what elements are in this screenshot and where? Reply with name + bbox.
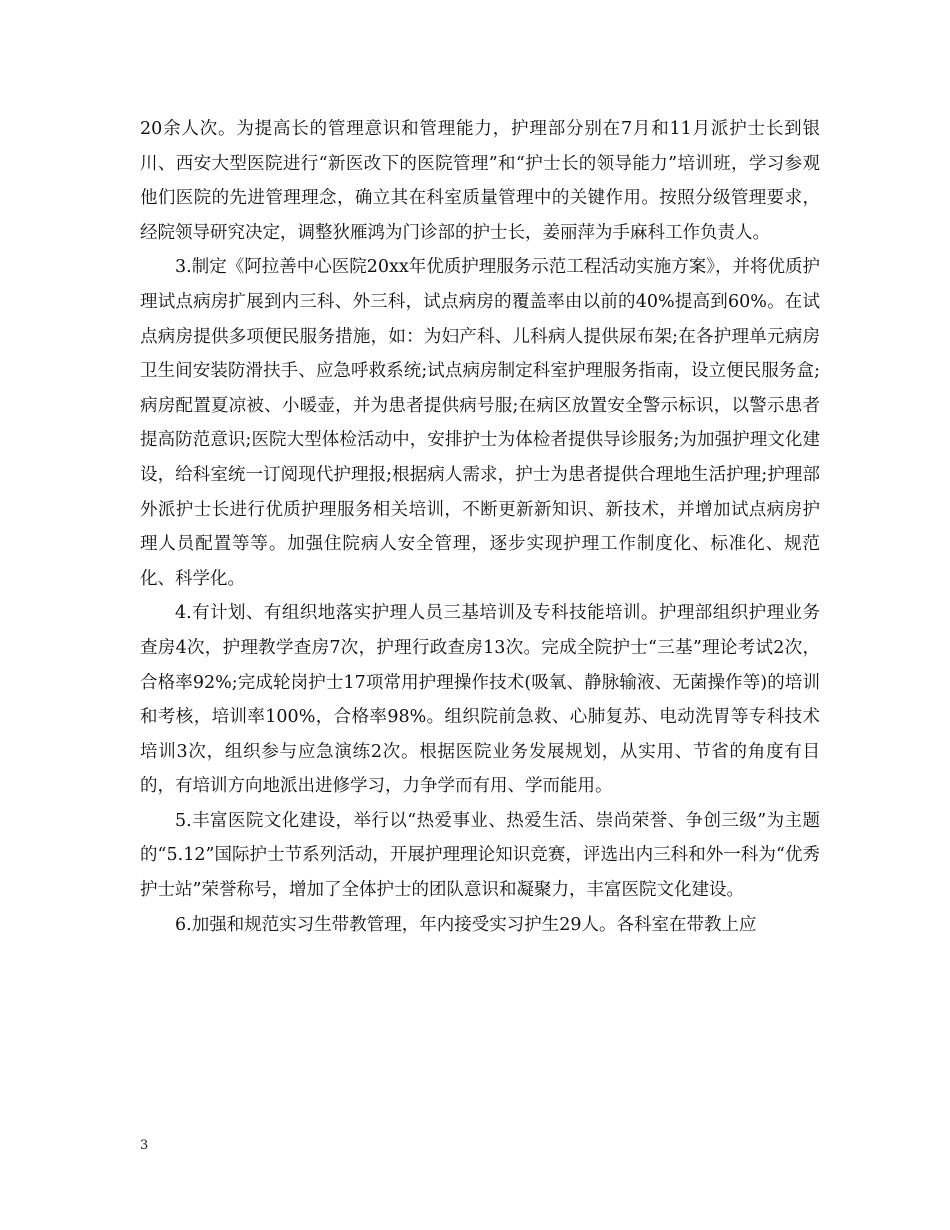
document-body bbox=[140, 112, 820, 942]
paragraph-1: 20余人次。为提高长的管理意识和管理能力，护理部分别在7月和11月派护士长到银川、西安大型医院进行“新医改下的医院管理”和“护士长的领导能力”培训班，学习参观他们医院的先进管理理念，确立其在科室质量管理中的关键作用。按照分级管理要求，经院领导研究决定，调整狄雁鸿为门诊部的护士长，姜丽萍为手麻科工作负责人。 bbox=[140, 119, 820, 243]
paragraph-4: 5.丰富医院文化建设，举行以“热爱事业、热爱生活、崇尚荣誉、争创三级”为主题的“5.12”国际护士节系列活动，开展护理理论知识竞赛，评选出内三科和外一科为“优秀护士站”荣誉称号，增加了全体护士的团队意识和凝聚力，丰富医院文化建设。 bbox=[140, 810, 820, 901]
paragraph-2: 3.制定《阿拉善中心医院20xx年优质护理服务示范工程活动实施方案》，并将优质护理试点病房扩展到内三科、外三科，试点病房的覆盖率由以前的40%提高到60%。在试点病房提供多项便民服务措施，如：为妇产科、儿科病人提供尿布架;在各护理单元病房卫生间安装防滑扶手、应急呼救系统;试点病房制定科室护理服务指南，设立便民服务盒;病房配置夏凉被、小暖壶，并为患者提供病号服;在病区放置安全警示标识，以警示患者提高防范意识;医院大型体检活动中，安排护士为体检者提供导诊服务;为加强护理文化建设，给科室统一订阅现代护理报;根据病人需求，护士为患者提供合理地生活护理;护理部外派护士长进行优质护理服务相关培训，不断更新新知识、新技术，并增加试点病房护理人员配置等等。加强住院病人安全管理，逐步实现护理工作制度化、标准化、规范化、科学化。 bbox=[140, 257, 820, 589]
paragraph-5: 6.加强和规范实习生带教管理，年内接受实习护生29人。各科室在带教上应 bbox=[175, 914, 757, 935]
page-number: 3 bbox=[140, 1138, 149, 1153]
paragraph-3: 4.有计划、有组织地落实护理人员三基培训及专科技能培训。护理部组织护理业务查房4次，护理教学查房7次，护理行政查房13次。完成全院护士“三基”理论考试2次，合格率92%;完成轮岗护士17项常用护理操作技术(吸氧、静脉输液、无菌操作等)的培训和考核，培训率100%，合格率98%。组织院前急救、心肺复苏、电动洗胃等专科技术培训3次，组织参与应急演练2次。根据医院业务发展规划，从实用、节省的角度有目的，有培训方向地派出进修学习，力争学而有用、学而能用。 bbox=[140, 603, 820, 797]
